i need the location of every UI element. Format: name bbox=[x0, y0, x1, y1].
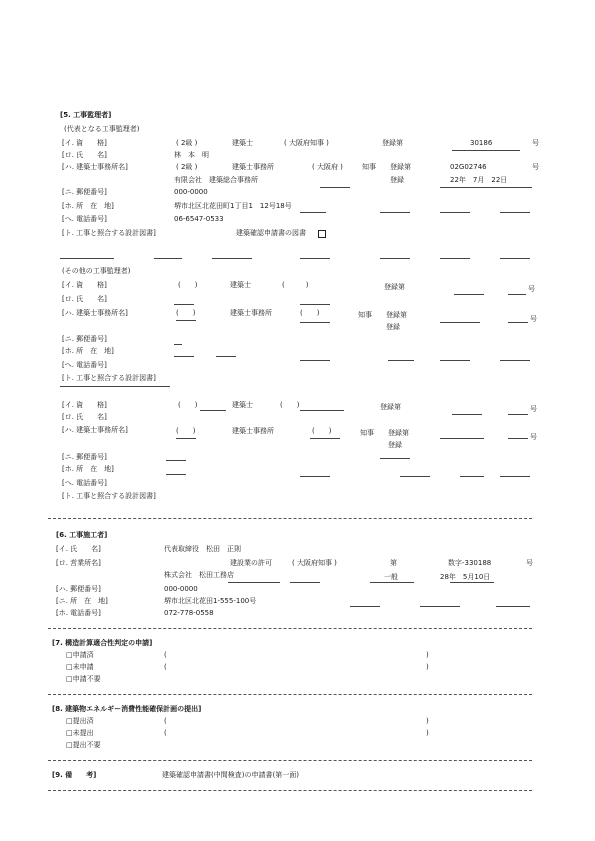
sec8-paren-close: ) bbox=[426, 717, 429, 725]
label-shimei: [ロ. 氏 名] bbox=[62, 151, 107, 159]
sec7-paren-close-2: ) bbox=[426, 663, 429, 671]
tel-value: 06-6547-0533 bbox=[174, 215, 224, 223]
sekkei-checkbox[interactable] bbox=[318, 230, 326, 238]
sec6-kyoka-sub: 一般 bbox=[384, 573, 398, 581]
o1-label-jimusho: [ハ. 建築士事務所名] bbox=[62, 309, 128, 317]
o1-jtorokubi: 登録 bbox=[386, 323, 400, 331]
sec8-option-submitted[interactable]: □提出済 bbox=[66, 717, 94, 725]
sec6-kyoka-date: 28年 5月10日 bbox=[440, 573, 491, 581]
o1-jtoroku: 登録第 bbox=[386, 311, 407, 319]
jimusho-number: 02G02746 bbox=[450, 163, 487, 171]
o1-label-shimei: [ロ. 氏 名] bbox=[62, 295, 107, 303]
o1-label-sekkei: [ト. 工事と照合する設計図書] bbox=[62, 374, 156, 382]
o1-go: 号 bbox=[528, 285, 535, 293]
shikaku-go: 号 bbox=[532, 139, 539, 147]
shikaku-rank: ( 2級 ) bbox=[176, 139, 198, 147]
o2-jtoroku: 登録第 bbox=[388, 429, 409, 437]
o2-rank: ( ) bbox=[178, 401, 198, 409]
shikaku-number: 30186 bbox=[470, 139, 493, 147]
jimusho-name: 有限会社 建築総合事務所 bbox=[174, 176, 258, 184]
label-shozai: [ホ. 所 在 地] bbox=[62, 202, 114, 210]
shikaku-toroku: 登録第 bbox=[382, 139, 403, 147]
sec6-kyoka-go: 号 bbox=[526, 559, 533, 567]
sekkei-value: 建築確認申請書の図書 bbox=[236, 229, 306, 237]
o2-label-shozai: [ホ. 所 在 地] bbox=[62, 465, 114, 473]
sec6-shimei-value: 代表取締役 松田 正則 bbox=[164, 545, 241, 553]
jimusho-rank: ( 2級 ) bbox=[176, 163, 198, 171]
o2-kenchikushi: 建築士 bbox=[232, 401, 253, 409]
o2-toroku: 登録第 bbox=[380, 403, 401, 411]
sec8-paren-open: ( bbox=[164, 717, 167, 725]
o2-jtorokubi: 登録 bbox=[388, 441, 402, 449]
o2-jgo: 号 bbox=[530, 433, 537, 441]
sec6-label-shozai: [ニ. 所 在 地] bbox=[56, 597, 108, 605]
label-jimusho: [ハ. 建築士事務所名] bbox=[62, 163, 128, 171]
o1-jrank: ( ) bbox=[176, 309, 196, 317]
label-tel: [へ. 電話番号] bbox=[62, 215, 107, 223]
o1-label-yubin: [ニ. 郵便番号] bbox=[62, 335, 107, 343]
o1-label-shikaku: [イ. 資 格] bbox=[62, 281, 107, 289]
sec7-option-pending[interactable]: □未申請 bbox=[66, 663, 94, 671]
sec8-title: [8. 建築物エネルギー消費性能確保計画の提出] bbox=[52, 705, 202, 713]
sec6-kyoka-pref: ( 大阪府知事 ) bbox=[292, 559, 337, 567]
label-shikaku: [イ. 資 格] bbox=[62, 139, 107, 147]
sec6-label-tel: [ホ. 電話番号] bbox=[56, 609, 101, 617]
o2-jkenchikushi: 建築士事務所 bbox=[232, 427, 274, 435]
sec6-label-eigyo: [ロ. 営業所名] bbox=[56, 559, 101, 567]
sec6-kyoka-label: 建設業の許可 bbox=[230, 559, 272, 567]
sec5-title: [5. 工事監理者] bbox=[60, 111, 112, 119]
sec7-paren-open-2: ( bbox=[164, 663, 167, 671]
sec8-option-pending[interactable]: □未提出 bbox=[66, 729, 94, 737]
shozai-value: 堺市北区北花田町1丁目1 12号18号 bbox=[174, 202, 292, 210]
sec7-paren-open: ( bbox=[164, 651, 167, 659]
sec9-value: 建築確認申請書(中間検査)の申請書(第一面) bbox=[162, 771, 299, 779]
sec6-tel-value: 072-778-0558 bbox=[164, 609, 214, 617]
sec6-kyoka-dai: 第 bbox=[390, 559, 397, 567]
o1-kenchikushi: 建築士 bbox=[230, 281, 251, 289]
yubin-value: 000-0000 bbox=[174, 188, 208, 196]
sec7-paren-close: ) bbox=[426, 651, 429, 659]
shimei-value: 林 本 明 bbox=[174, 151, 209, 159]
o2-jpref: ( ) bbox=[312, 427, 332, 435]
jimusho-torokubi: 22年 7月 22日 bbox=[450, 176, 508, 184]
label-yubin: [ニ. 郵便番号] bbox=[62, 188, 107, 196]
jimusho-chiji: 知事 bbox=[362, 163, 376, 171]
o2-go: 号 bbox=[530, 405, 537, 413]
o2-pref: ( ) bbox=[280, 401, 300, 409]
sec8-paren-open-2: ( bbox=[164, 729, 167, 737]
sec6-company: 株式会社 松田工務店 bbox=[164, 571, 234, 579]
o1-pref: ( ) bbox=[282, 281, 309, 289]
jimusho-toroku: 登録第 bbox=[390, 163, 411, 171]
sec8-paren-close-2: ) bbox=[426, 729, 429, 737]
sec6-kyoka-no: 数字-330188 bbox=[448, 559, 492, 567]
o1-toroku: 登録第 bbox=[384, 283, 405, 291]
sec8-option-not-required[interactable]: □提出不要 bbox=[66, 741, 101, 749]
sec7-option-not-required[interactable]: □申請不要 bbox=[66, 675, 101, 683]
sec9-title: [9. 備 考] bbox=[52, 771, 97, 779]
sec7-title: [7. 構造計算適合性判定の申請] bbox=[52, 639, 153, 647]
sec6-label-shimei: [イ. 氏 名] bbox=[56, 545, 101, 553]
shikaku-kenchikushi: 建築士 bbox=[232, 139, 253, 147]
o2-label-jimusho: [ハ. 建築士事務所名] bbox=[62, 426, 128, 434]
o1-rank: ( ) bbox=[178, 281, 198, 289]
sec5-subtitle: (代表となる工事監理者) bbox=[64, 125, 140, 133]
sec6-label-yubin: [ハ. 郵便番号] bbox=[56, 585, 101, 593]
o1-label-tel: [へ. 電話番号] bbox=[62, 361, 107, 369]
jimusho-kenchikushi: 建築士事務所 bbox=[232, 163, 274, 171]
label-sekkei: [ト. 工事と照合する設計図書] bbox=[62, 229, 156, 237]
shikaku-pref: ( 大阪府知事 ) bbox=[284, 139, 329, 147]
o1-jkenchikushi: 建築士事務所 bbox=[230, 309, 272, 317]
o2-label-sekkei: [ト. 工事と照合する設計図書] bbox=[62, 492, 156, 500]
sec6-shozai-value: 堺市北区北花田1-555-100号 bbox=[164, 597, 257, 605]
sec6-title: [6. 工事施工者] bbox=[56, 531, 108, 539]
o2-label-shimei: [ロ. 氏 名] bbox=[62, 413, 107, 421]
sec7-option-submitted[interactable]: □申請済 bbox=[66, 651, 94, 659]
o2-label-yubin: [ニ. 郵便番号] bbox=[62, 453, 107, 461]
sec6-yubin-value: 000-0000 bbox=[164, 585, 198, 593]
jimusho-pref: ( 大阪府 ) bbox=[312, 163, 343, 171]
jimusho-go: 号 bbox=[532, 163, 539, 171]
o2-label-tel: [へ. 電話番号] bbox=[62, 479, 107, 487]
sec5-other-subtitle: (その他の工事監理者) bbox=[62, 267, 131, 275]
o1-chiji: 知事 bbox=[358, 311, 372, 319]
o1-jgo: 号 bbox=[530, 315, 537, 323]
jimusho-torokubi-label: 登録 bbox=[390, 176, 404, 184]
o1-label-shozai: [ホ. 所 在 地] bbox=[62, 347, 114, 355]
o2-chiji: 知事 bbox=[360, 429, 374, 437]
o1-jpref: ( ) bbox=[300, 309, 320, 317]
o2-jrank: ( ) bbox=[176, 427, 196, 435]
o2-label-shikaku: [イ. 資 格] bbox=[62, 401, 107, 409]
